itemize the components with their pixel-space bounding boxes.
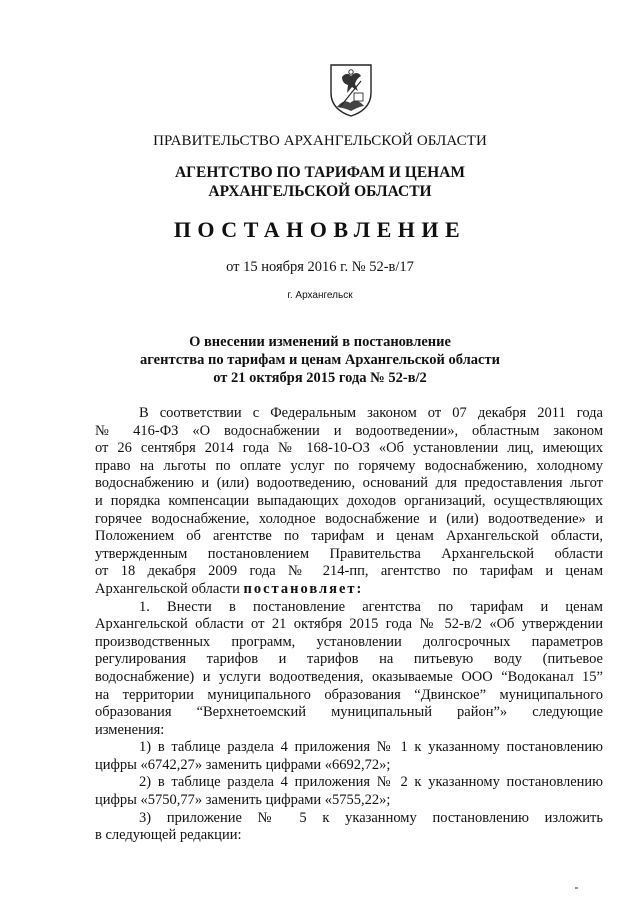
document-body — [95, 405, 603, 845]
document-subject — [0, 333, 640, 387]
subitem-3-line-2: в следующей редакции: — [95, 827, 242, 844]
subject-line-2: агентства по тарифам и ценам Архангельской области — [140, 352, 500, 368]
subitem-2-line-1: 2) в таблице раздела 4 приложения № 2 к указанному постановлению — [139, 774, 603, 791]
item-1-line-3: производственных программ, установлении долгосрочных параметров — [95, 633, 603, 650]
subitem-2-line-2: цифры «5750,77» заменить цифрами «5755,22»; — [95, 792, 391, 809]
coat-of-arms-icon — [328, 63, 374, 117]
preamble-line-7: горячее водоснабжение, холодное водоснабжение и (или) водоотведение» и — [95, 510, 603, 527]
item-1-line-4: регулирования тарифов и тарифов на питьевую воду (питьевое — [95, 651, 603, 668]
agency-line-1: АГЕНТСТВО ПО ТАРИФАМ И ЦЕНАМ — [174, 164, 466, 181]
subject-line-3: от 21 октября 2015 года № 52-в/2 — [213, 370, 427, 386]
subitem-1-line-2: цифры «6742,27» заменить цифрами «6692,72»; — [95, 756, 391, 773]
city-name: г. Архангельск — [287, 290, 353, 301]
scan-mark — [575, 887, 578, 889]
agency-name — [0, 163, 640, 201]
agency-line-2: АРХАНГЕЛЬСКОЙ ОБЛАСТИ — [208, 183, 432, 200]
subitem-1-line-1: 1) в таблице раздела 4 приложения № 1 к указанному постановлению — [139, 739, 603, 756]
date-and-number: от 15 ноября 2016 г. № 52-в/17 — [226, 259, 414, 275]
item-1-line-1: 1. Внести в постановление агентства по тарифам и ценам — [139, 598, 603, 615]
resolves-keyword: постановляет: — [243, 580, 364, 597]
item-1-line-7: образования “Верхнетоемский муниципальный район”» следующие — [95, 704, 603, 721]
item-1-line-5: водоснабжение) и услуги водоотведения, оказываемые ООО “Водоканал 15” — [95, 668, 603, 685]
preamble-line-11 — [95, 581, 603, 599]
subitem-3-line-1: 3) приложение № 5 к указанному постановлению изложить — [139, 809, 603, 826]
document-type-title: ПОСТАНОВЛЕНИЕ — [173, 217, 467, 242]
preamble-region-text: Архангельской области — [95, 580, 240, 597]
preamble-line-2: № 416-ФЗ «О водоснабжении и водоотведении», областным законом — [95, 422, 603, 439]
subject-line-1: О внесении изменений в постановление — [189, 334, 451, 350]
preamble-line-9: утвержденным постановлением Правительства Архангельской области — [95, 545, 603, 562]
preamble-line-3: от 26 сентября 2014 года № 168-10-ОЗ «Об установлении лиц, имеющих — [95, 440, 603, 457]
preamble-line-4: право на льготы по оплате услуг по горячему водоснабжению, холодному — [95, 457, 603, 474]
item-1-line-2: Архангельской области от 21 октября 2015 года № 52-в/2 «Об утверждении — [95, 616, 603, 633]
preamble-line-5: водоснабжению и (или) водоотведению, оснований для предоставления льгот — [95, 475, 603, 492]
government-name: ПРАВИТЕЛЬСТВО АРХАНГЕЛЬСКОЙ ОБЛАСТИ — [153, 133, 487, 149]
item-1-line-6: на территории муниципального образования “Двинское” муниципального — [95, 686, 603, 703]
preamble-line-1: В соответствии с Федеральным законом от 07 декабря 2011 года — [139, 405, 603, 421]
preamble-line-6: и порядка компенсации выпадающих доходов организаций, осуществляющих — [95, 492, 603, 509]
item-1-line-8: изменения: — [95, 721, 165, 738]
preamble-line-8: Положением об агентстве по тарифам и ценам Архангельской области, — [95, 528, 603, 545]
preamble-line-10: от 18 декабря 2009 года № 214-пп, агентство по тарифам и ценам — [95, 563, 603, 580]
